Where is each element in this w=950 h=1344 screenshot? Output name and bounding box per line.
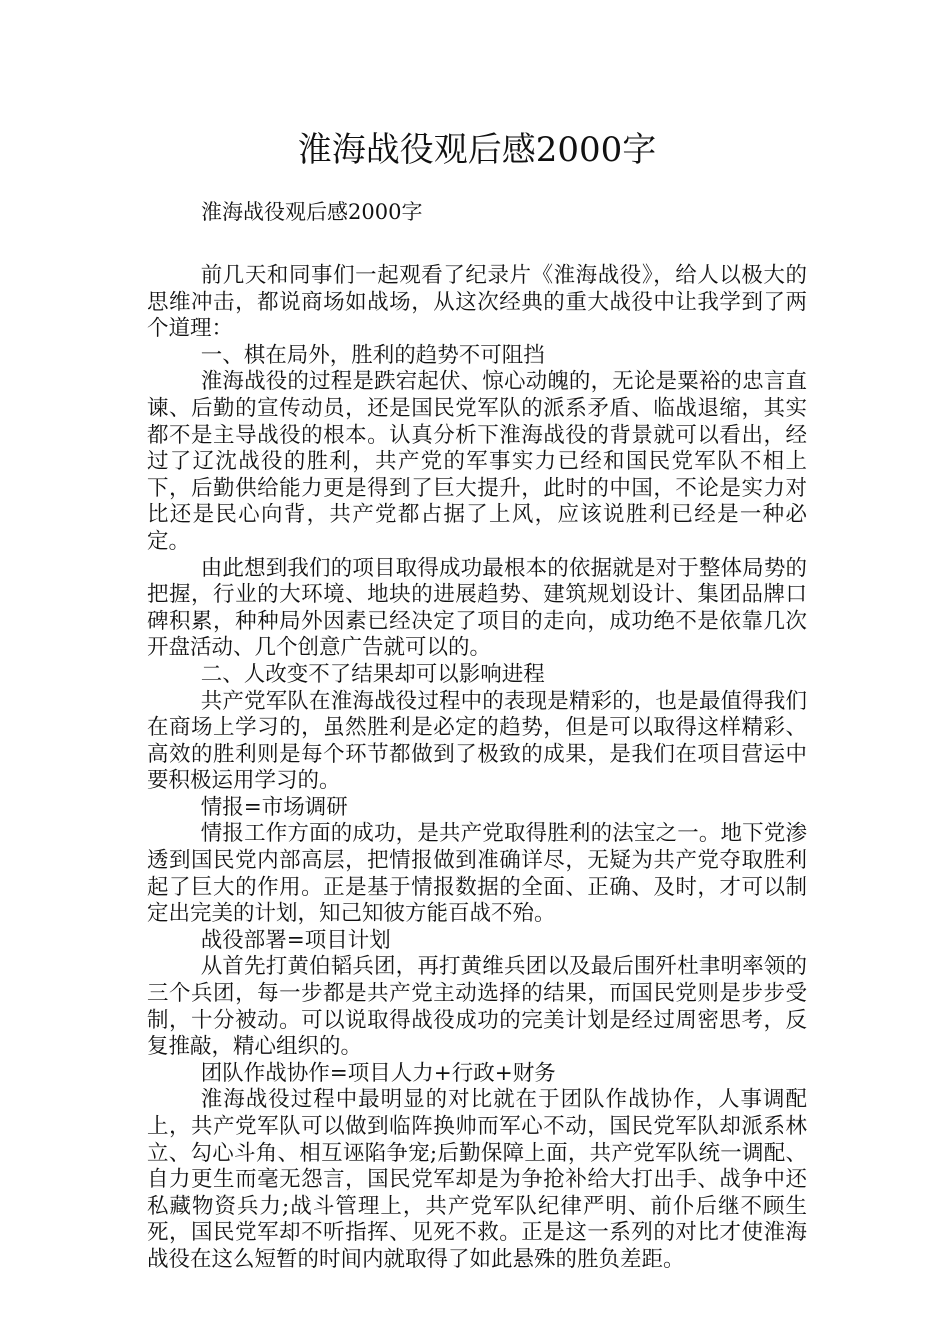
paragraph: 前几天和同事们一起观看了纪录片《淮海战役》，给人以极大的思维冲击，都说商场如战场，从这次经典的重大战役中让我学到了两个道理： — [147, 263, 807, 342]
section-heading: 一、棋在局外，胜利的趋势不可阻挡 — [200, 342, 545, 368]
paragraph: 情报工作方面的成功，是共产党取得胜利的法宝之一。地下党渗透到国民党内部高层，把情报做到准确详尽，无疑为共产党夺取胜利起了巨大的作用。正是基于情报数据的全面、正确、及时，才可以制定出完美的计划，知己知彼方能百战不殆。 — [147, 821, 807, 927]
section-heading: 战役部署=项目计划 — [200, 927, 391, 953]
paragraph: 共产党军队在淮海战役过程中的表现是精彩的，也是最值得我们在商场上学习的，虽然胜利是必定的趋势，但是可以取得这样精彩、高效的胜利则是每个环节都做到了极致的成果，是我们在项目营运中要积极运用学习的。 — [147, 688, 807, 794]
paragraph: 淮海战役的过程是跌宕起伏、惊心动魄的，无论是粟裕的忠言直谏、后勤的宣传动员，还是国民党军队的派系矛盾、临战退缩，其实都不是主导战役的根本。认真分析下淮海战役的背景就可以看出，经过了辽沈战役的胜利，共产党的军事实力已经和国民党军队不相上下，后勤供给能力更是得到了巨大提升，此时的中国，不论是实力对比还是民心向背，共产党都占据了上风，应该说胜利已经是一种必定。 — [147, 369, 807, 554]
section-heading: 团队作战协作=项目人力+行政+财务 — [200, 1060, 556, 1086]
section-heading: 情报=市场调研 — [200, 794, 348, 820]
document-title: 淮海战役观后感2000字 — [297, 130, 657, 170]
paragraph: 淮海战役过程中最明显的对比就在于团队作战协作，人事调配上，共产党军队可以做到临阵换帅而军心不动，国民党军队却派系林立、勾心斗角、相互诬陷争宠;后勤保障上面，共产党军队统一调配、自力更生而毫无怨言，国民党军却是为争抢补给大打出手、战争中还私藏物资兵力;战斗管理上，共产党军队纪律严明、前仆后继不顾生死，国民党军却不听指挥、见死不救。正是这一系列的对比才使淮海战役在这么短暂的时间内就取得了如此悬殊的胜负差距。 — [147, 1087, 807, 1272]
section-heading: 二、人改变不了结果却可以影响进程 — [200, 661, 545, 687]
document-body — [147, 263, 807, 1274]
paragraph: 由此想到我们的项目取得成功最根本的依据就是对于整体局势的把握，行业的大环境、地块的进展趋势、建筑规划设计、集团品牌口碑积累，种种局外因素已经决定了项目的走向，成功绝不是依靠几次开盘活动、几个创意广告就可以的。 — [147, 555, 807, 661]
paragraph: 从首先打黄伯韬兵团，再打黄维兵团以及最后围歼杜聿明率领的三个兵团，每一步都是共产党主动选择的结果，而国民党则是步步受制，十分被动。可以说取得战役成功的完美计划是经过周密思考，反复推敲，精心组织的。 — [147, 954, 807, 1060]
document-subtitle: 淮海战役观后感2000字 — [201, 200, 423, 224]
